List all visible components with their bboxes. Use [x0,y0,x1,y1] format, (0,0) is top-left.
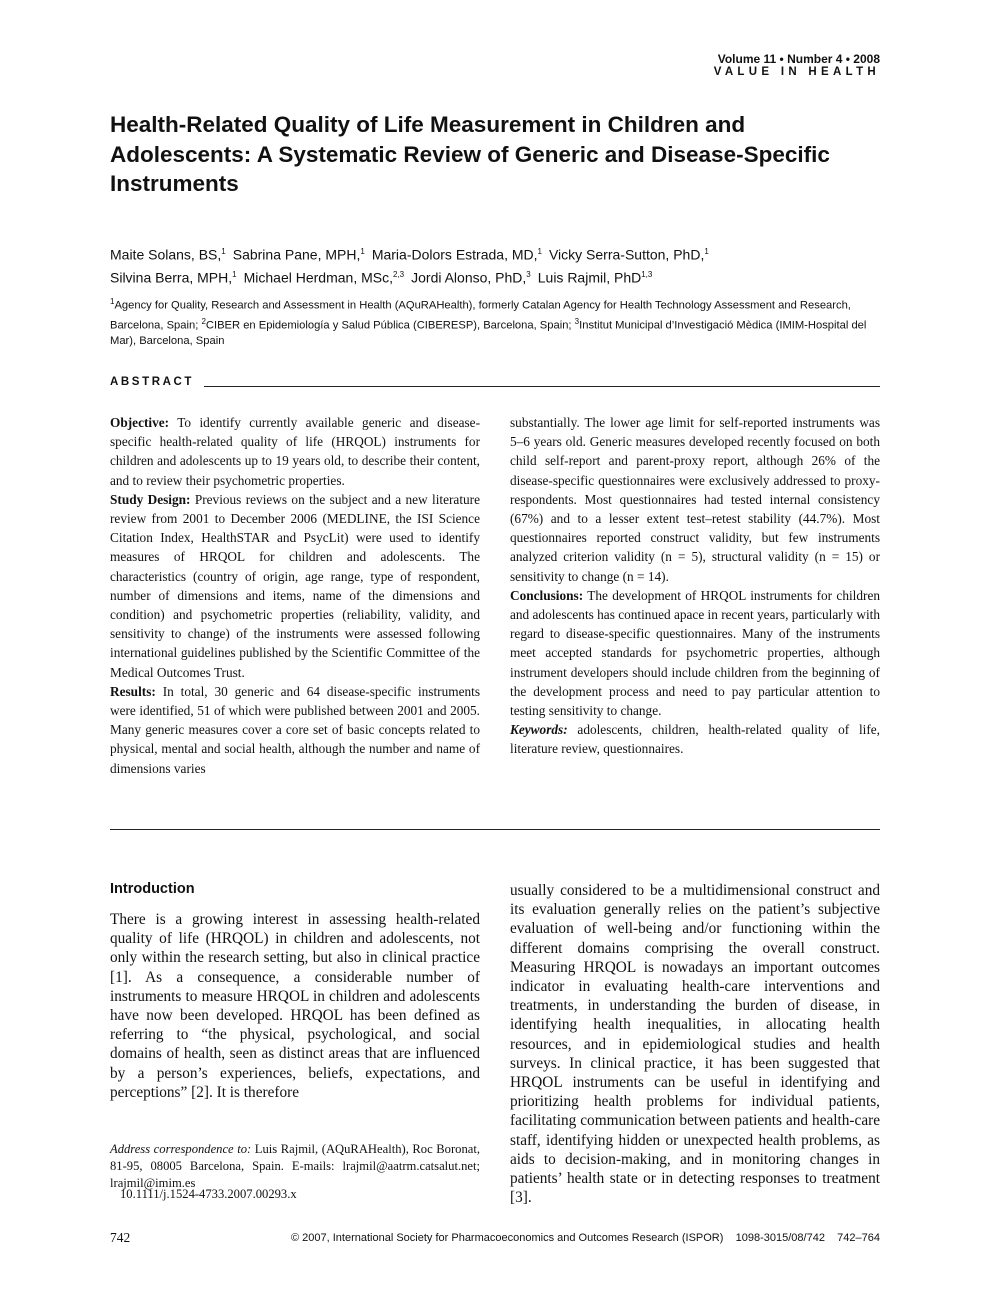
doi: 10.1111/j.1524-4733.2007.00293.x [120,1187,297,1201]
abstract-heading: ABSTRACT [110,376,195,388]
affiliation-number: 1 [110,297,115,306]
author-affiliation-mark: 1,3 [641,269,653,279]
results-text: In total, 30 generic and 64 disease-specific instruments were identified, 51 of which were published between 2001 and 2005. Many generic measures cover a core set of basic concepts related to physical, mental and social health, although the number and name of dimensions varies [110,683,480,776]
abstract-end-rule [110,829,880,830]
abstract-results [110,682,480,778]
keywords-label: Keywords: [510,722,568,738]
abstract-design [110,490,480,682]
objective-text: To identify currently available generic and disease-specific health-related quality of life (HRQOL) instruments for children and adolescents up to 19 years old, to describe their content, and to review their psychometric properties. [110,415,480,488]
design-label: Study Design: [110,491,191,507]
author-name: Silvina Berra, MPH, [110,269,233,286]
conclusions-label: Conclusions: [510,587,584,603]
abstract-right-column [510,413,880,759]
author-affiliation-mark: 2,3 [393,269,405,279]
copyright-footer: © 2007, International Society for Pharmacoeconomics and Outcomes Research (ISPOR) 1098-3015/08/742 742–764 [291,1232,880,1244]
affiliation-number: 2 [201,316,206,326]
author-affiliation-mark: 1 [221,247,226,256]
affiliation-text: Agency for Quality, Research and Assessment in Health (AQuRAHealth), formerly Catalan Agency for Health Technology Assessment and Research, Barcelona, Spain; [110,299,851,332]
affiliation-text: CIBER en Epidemiología y Salud Pública (CIBERESP), Barcelona, Spain; [205,319,575,332]
author-name: Sabrina Pane, MPH, [232,246,361,263]
design-text: Previous reviews on the subject and a new literature review from 2001 to December 2006 (MEDLINE, the ISI Science Citation Index, HealthSTAR and PsycLit) were used to identify measures of HRQOL for children and adolescents. The characteristics (country of origin, age range, type of respondent, number of dimensions and items, name of the dimensions and condition) and psychometric properties (reliability, validity, and sensitivity to change) of the instruments were assessed following international guidelines published by the Scientific Committee of the Medical Outcomes Trust. [110,491,480,680]
author-affiliation-mark: 3 [526,269,531,279]
author-name: Vicky Serra-Sutton, PhD, [548,246,705,263]
affiliations [110,294,890,349]
abstract-left-column [110,413,480,778]
correspondence-label: Address correspondence to: [110,1142,252,1156]
keywords-text: adolescents, children, health-related quality of life, literature review, questionnaires. [510,722,880,757]
affiliation-text: Institut Municipal d’Investigació Mèdica (IMIM-Hospital del Mar), Barcelona, Spain [110,319,867,348]
correspondence-note [110,1141,480,1192]
objective-label: Objective: [110,415,170,430]
author-affiliation-mark: 1 [360,247,365,256]
abstract-rule [204,386,880,387]
journal-name: VALUE IN HEALTH [713,66,880,78]
author-affiliation-mark: 1 [704,247,709,256]
journal-volume: Volume 11 • Number 4 • 2008 [717,52,880,66]
abstract-objective [110,413,480,490]
introduction-right-text: usually considered to be a multidimensional construct and its evaluation generally relies on the patient’s subjective evaluation of well-being and/or functioning within the different domains comprising the overall construct. Measuring HRQOL is nowadays an important outcomes indicator in evaluating health-care interventions and treatments, in understanding the burden of disease, in identifying health inequalities, in allocating health resources, and in epidemiological studies and health surveys. In clinical practice, it has been suggested that HRQOL instruments can be useful in identifying and prioritizing health problems for individual patients, facilitating communication between patients and health-care staff, identifying hidden or unexpected health problems, as aids to decision-making, and in monitoring changes in patients’ health state or in detecting responses to treatment [3]. [510,882,880,1207]
author-affiliation-mark: 1 [232,269,237,279]
author-affiliation-mark: 1 [537,247,542,256]
correspondence-text: Luis Rajmil, (AQuRAHealth), Roc Boronat, 81-95, 08005 Barcelona, Spain. E-mails: lrajmil@aatrm.catsalut.net; lrajmil@imim.es [110,1142,480,1190]
abstract-results-cont: substantially. The lower age limit for self-reported instruments was 5–6 years old. Generic measures developed recently focused on both child self-report and parent-proxy report, although 26% of the disease-specific questionnaires were exclusively addressed to proxy-respondents. Most questionnaires had tested internal consistency (67%) and to a lesser extent test–retest stability (44.7%). Most questionnaires reported construct validity, but few instruments analyzed criterion validity (n = 5), structural validity (n = 15) or sensitivity to change (n = 14). [510,415,880,584]
introduction-left-text: There is a growing interest in assessing health-related quality of life (HRQOL) in children and adolescents, not only within the research setting, but also in clinical practice [1]. As a consequence, a considerable number of instruments to measure HRQOL in children and adolescents have now been developed. HRQOL has been defined as referring to “the physical, psychological, and social domains of health, seen as distinct areas that are influenced by a person’s experiences, beliefs, expectations, and perceptions” [2]. It is therefore [110,911,480,1101]
author-name: Michael Herdman, MSc, [243,269,393,286]
author-name: Maria-Dolors Estrada, MD, [371,246,538,263]
results-label: Results: [110,683,156,699]
author-list [110,242,890,287]
page-number: 742 [110,1230,131,1245]
article-title: Health-Related Quality of Life Measurement in Children and Adolescents: A Systematic Review of Generic and Disease-Specific Instruments [110,112,830,196]
affiliation-number: 3 [574,316,580,326]
author-name: Luis Rajmil, PhD [537,269,642,286]
conclusions-text: The development of HRQOL instruments for children and adolescents has continued apace in recent years, particularly with regard to disease-specific questionnaires. Many of the instruments meet accepted standards for psychometric properties, although instrument developers should include children from the beginning of the development process and need to pay particular attention to testing sensitivity to change. [510,587,880,719]
section-heading-introduction: Introduction [110,881,195,897]
abstract-keywords [510,720,880,758]
abstract-conclusions [510,586,880,720]
author-name: Maite Solans, BS, [110,246,222,263]
author-name: Jordi Alonso, PhD, [411,269,527,286]
